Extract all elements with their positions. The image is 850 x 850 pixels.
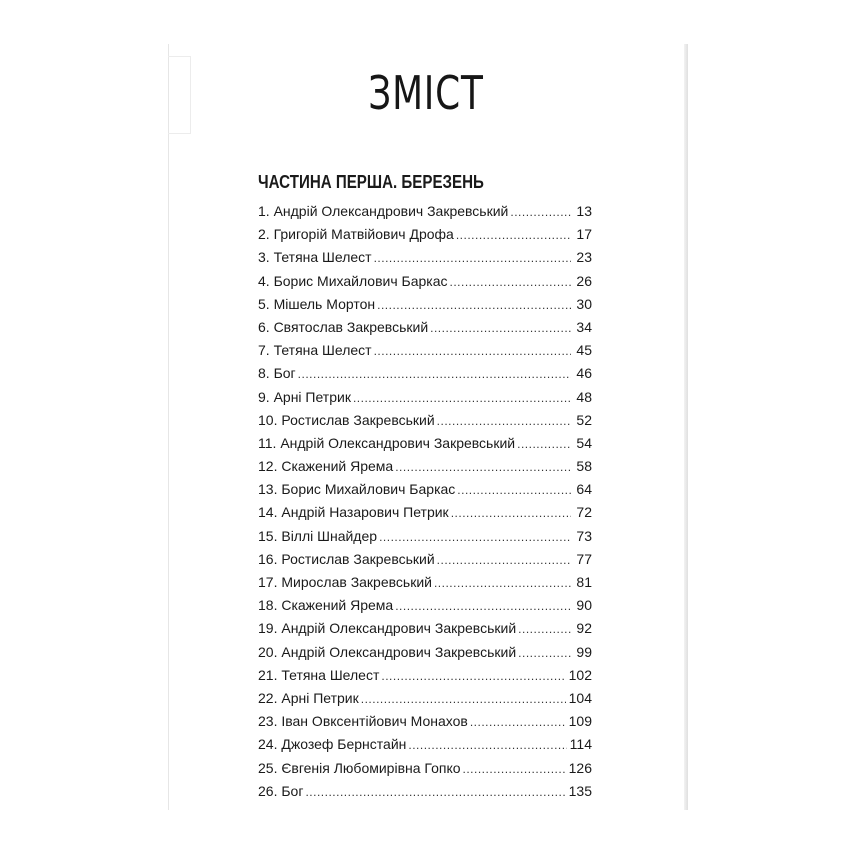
toc-entry-title: 3. Тетяна Шелест [258,249,372,266]
toc-entry-page-number: 99 [576,643,592,660]
toc-entry-page-number: 58 [576,458,592,475]
toc-entry [258,409,592,432]
toc-entry [258,339,592,362]
dot-leader [298,363,571,386]
dot-leader [451,502,571,525]
toc-entry-title: 18. Скажений Ярема [258,597,394,614]
toc-entry [258,501,592,524]
toc-entry-page-number: 30 [576,295,592,312]
toc-entry [258,270,592,293]
dot-leader [353,387,571,410]
toc-entry-title: 21. Тетяна Шелест [258,666,380,683]
toc-entry-title: 14. Андрій Назарович Петрик [258,504,449,521]
toc-entry [258,246,592,269]
dot-leader [377,294,571,317]
toc-entry-title: 17. Мирослав Закревський [258,574,432,590]
dot-leader [395,456,571,479]
dot-leader [450,271,572,294]
page-edge [684,44,688,810]
toc-entry-title: 13. Борис Михайлович Баркас [258,481,456,498]
toc-entry-title: 25. Євгенія Любомирівна Гопко [258,759,461,776]
dot-leader [381,665,565,688]
toc-entry-page-number: 92 [576,620,592,637]
toc-entry [258,664,592,687]
toc-entry [258,757,592,780]
dot-leader [463,758,566,781]
toc-entry-page-number: 104 [568,689,592,706]
toc-entry [258,316,592,339]
dot-leader [430,317,571,340]
toc-entry [258,641,592,664]
dot-leader [437,410,571,433]
dot-leader [408,734,566,757]
toc-entry-title: 12. Скажений Ярема [258,458,394,475]
toc-entry-page-number: 23 [576,249,592,266]
toc-entry-page-number: 54 [576,434,592,451]
dot-leader [434,572,571,595]
toc-entry-page-number: 45 [576,342,592,359]
toc-entry-title: 11. Андрій Олександрович Закревський [258,434,516,451]
toc-entry-title: 23. Іван Овксентійович Монахов [258,713,468,730]
toc-entry-page-number: 73 [576,527,592,544]
toc-entry-title: 16. Ростислав Закревський [258,550,435,567]
toc-entry-title: 6. Святослав Закревський [258,318,429,335]
toc-entry-page-number: 48 [576,388,592,405]
toc-entry [258,200,592,223]
toc-entry-title: 19. Андрій Олександрович Закревський [258,620,517,637]
toc-entry-page-number: 46 [576,365,592,382]
toc-entry-title: 1. Андрій Олександрович Закревський [258,203,509,219]
toc-entry-page-number: 72 [576,504,592,521]
toc-entry-title: 2. Григорій Матвійович Дрофа [258,226,454,243]
dot-leader [437,549,571,572]
toc-entry [258,455,592,478]
toc-entry-page-number: 26 [576,272,592,289]
toc-entry [258,548,592,571]
toc-entry-page-number: 126 [568,759,592,776]
dot-leader [374,247,571,270]
toc-entry [258,710,592,733]
page-title: ЗМІСТ [368,66,484,120]
toc-entry [258,432,592,455]
toc-entry [258,687,592,710]
toc-entry-page-number: 17 [576,226,592,243]
dot-leader [361,688,566,711]
toc-entry-title: 7. Тетяна Шелест [258,342,372,359]
toc-entry-page-number: 90 [576,597,592,614]
dot-leader [457,479,571,502]
page-mark [168,56,191,134]
toc-entry-page-number: 81 [576,574,592,590]
toc-entry [258,617,592,640]
toc-entry-page-number: 114 [569,736,592,753]
dot-leader [470,711,566,734]
toc-entry-page-number: 109 [568,713,592,730]
toc-entry-title: 10. Ростислав Закревський [258,411,435,428]
toc-entry [258,780,592,803]
toc-entry-page-number: 52 [576,411,592,428]
toc-entry-page-number: 102 [568,666,592,683]
toc-entry [258,293,592,316]
toc-entry [258,571,592,594]
toc-entry [258,362,592,385]
dot-leader [379,526,571,549]
toc-entry [258,386,592,409]
toc-entry-title: 5. Мішель Мортон [258,295,376,312]
toc-entry-title: 22. Арні Петрик [258,689,359,706]
dot-leader [518,618,571,641]
toc-entry-title: 24. Джозеф Бернстайн [258,736,407,753]
dot-leader [517,433,571,456]
dot-leader [305,781,565,804]
toc-entry-title: 4. Борис Михайлович Баркас [258,272,448,289]
dot-leader [456,224,571,247]
toc-entry [258,223,592,246]
toc-entry-title: 8. Бог [258,365,296,382]
toc-entry-title: 20. Андрій Олександрович Закревський [258,643,517,660]
toc-entry [258,525,592,548]
toc-entry [258,733,592,756]
toc-entry-title: 26. Бог [258,782,304,799]
toc-entry-title: 15. Віллі Шнайдер [258,527,378,544]
toc-entry [258,478,592,501]
toc-entry-page-number: 77 [576,550,592,567]
toc-entry-page-number: 13 [576,203,592,219]
dot-leader [395,595,571,618]
section-heading: ЧАСТИНА ПЕРША. БЕРЕЗЕНЬ [258,172,484,192]
toc-entry-page-number: 135 [568,782,592,799]
table-of-contents [258,200,592,803]
dot-leader [374,340,571,363]
dot-leader [518,642,571,665]
toc-entry-page-number: 64 [576,481,592,498]
dot-leader [510,201,571,224]
toc-entry-page-number: 34 [576,318,592,335]
toc-entry-title: 9. Арні Петрик [258,388,351,405]
toc-entry [258,594,592,617]
